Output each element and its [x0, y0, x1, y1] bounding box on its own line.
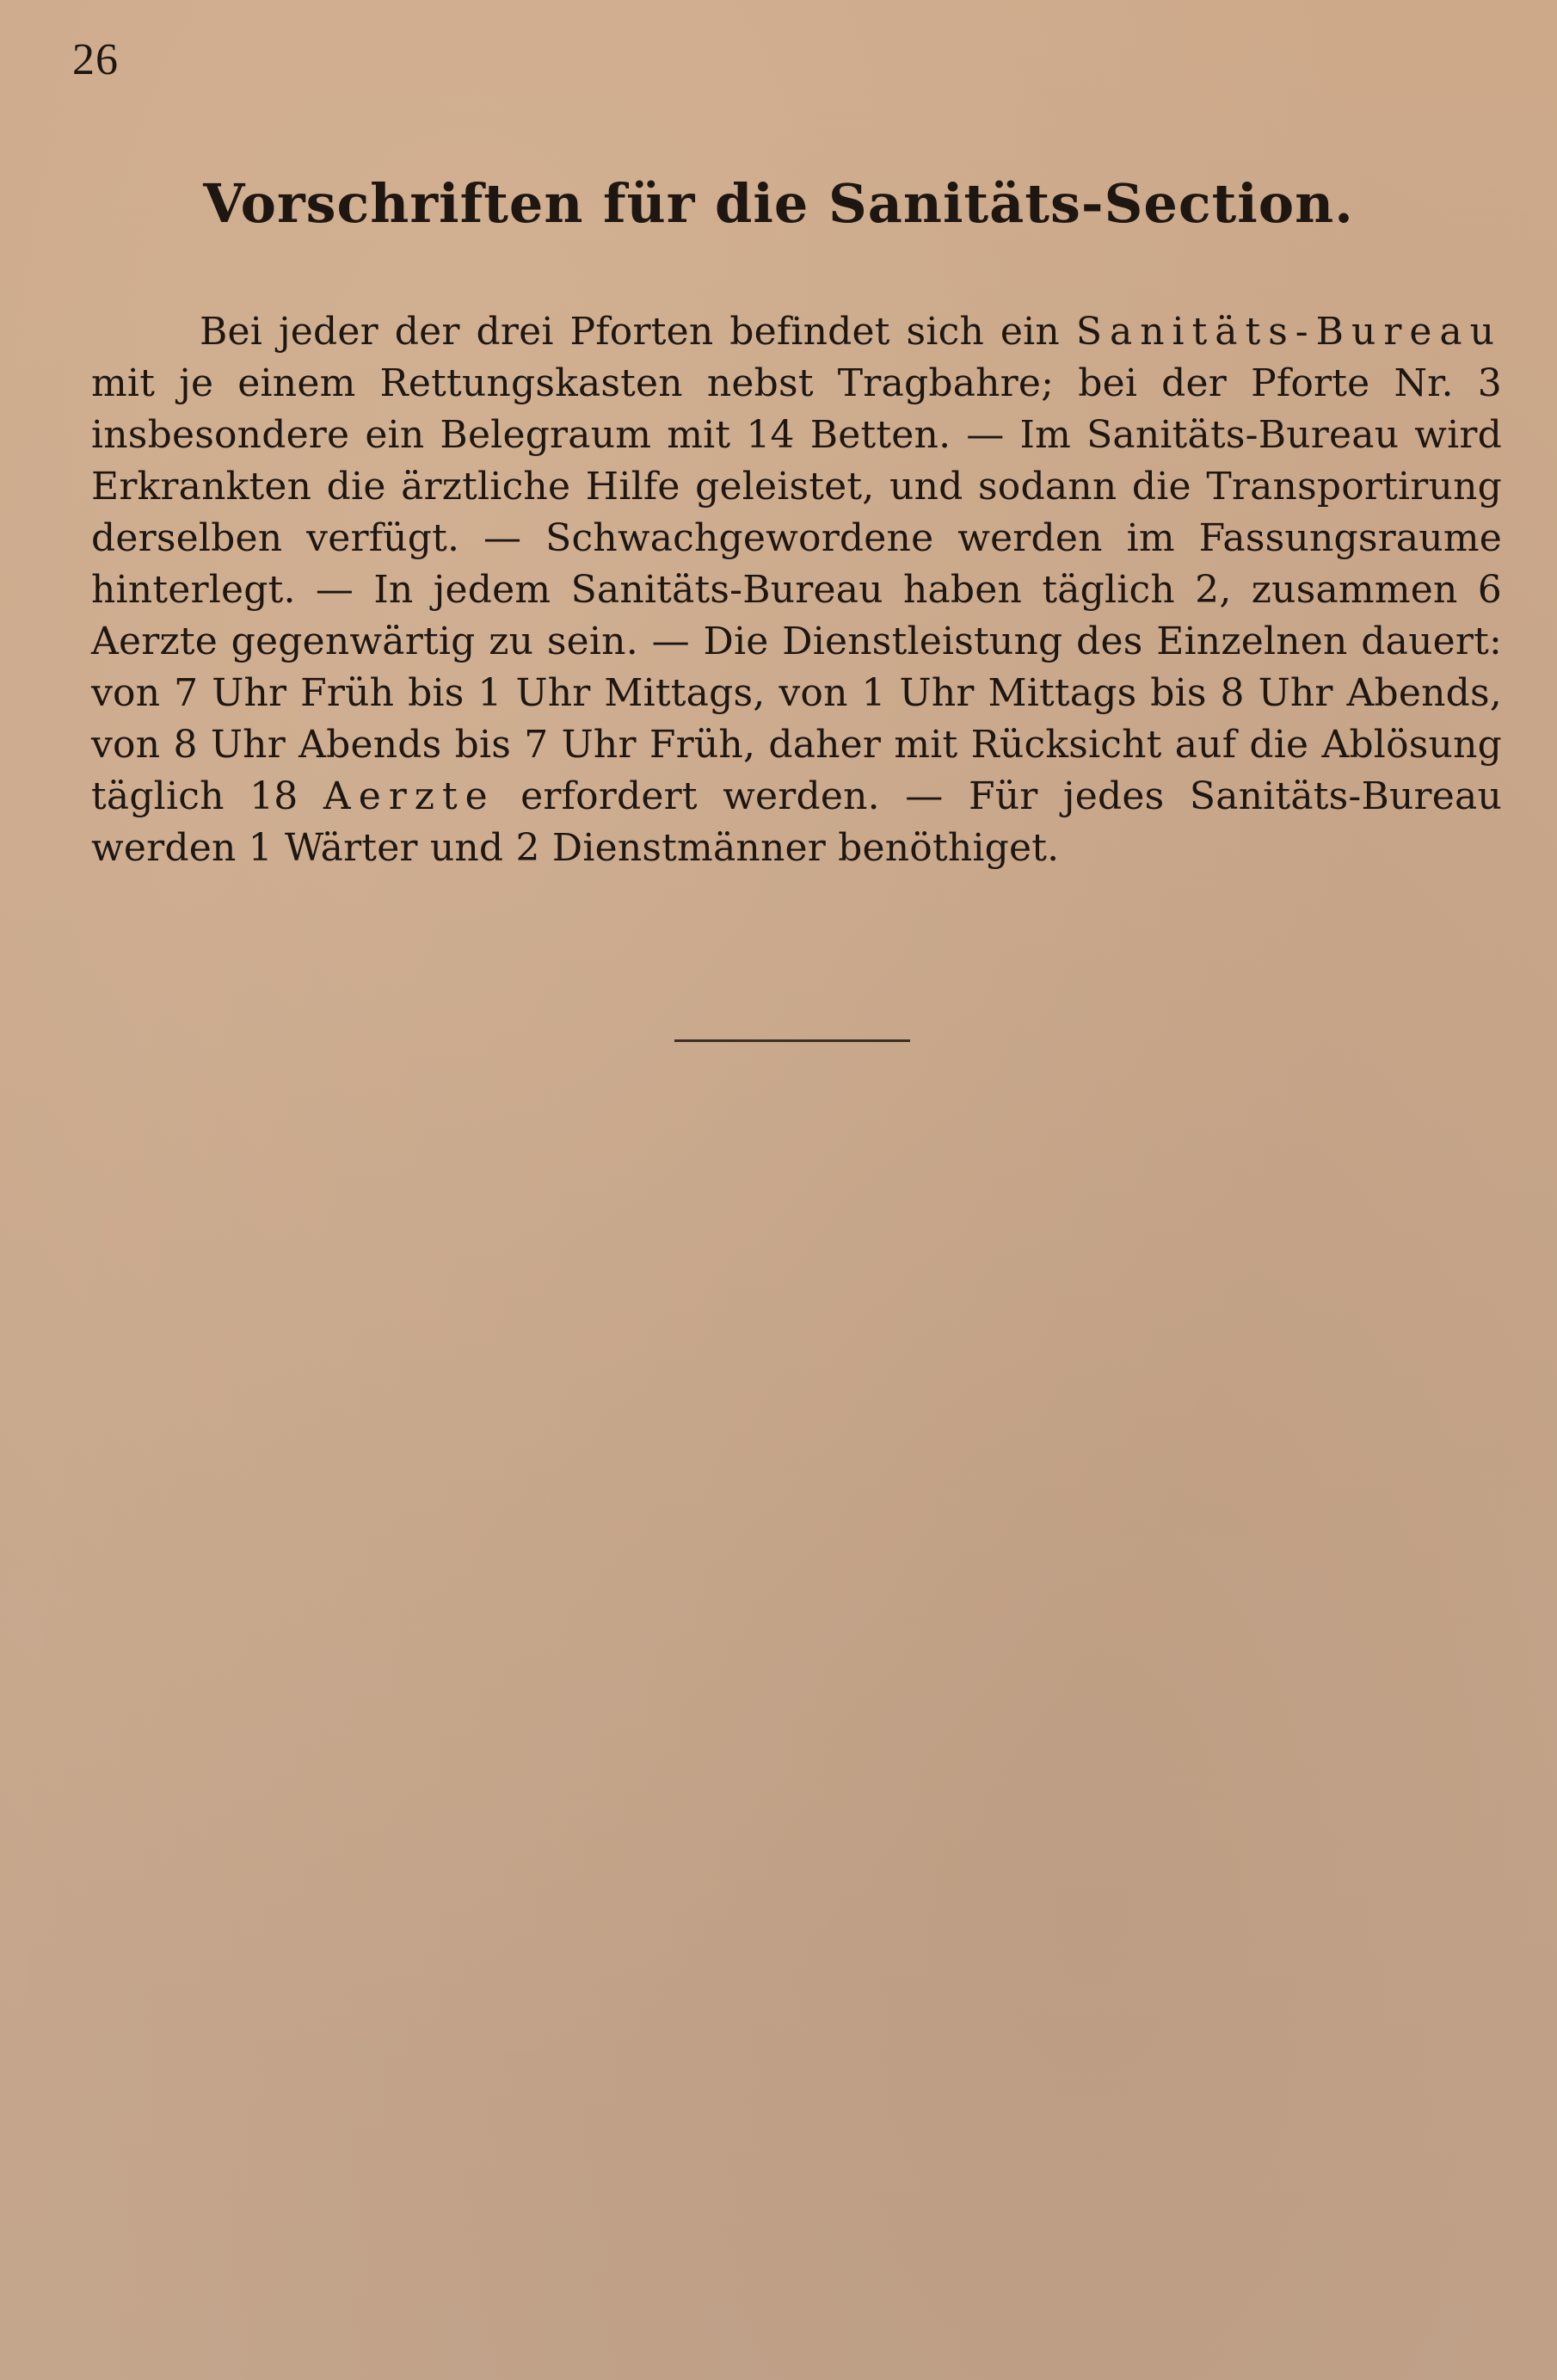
section-divider-rule [674, 1039, 910, 1042]
paragraph-spaced-term-2: Aerzte [323, 774, 495, 818]
paragraph-text-part-2: mit je einem Rettungskasten nebst Tragbahre; bei der Pforte Nr. 3 insbesondere ein Belegraum mit 14 Betten. — Im Sanitäts-Bureau wird Erkrankten die ärztliche Hilfe geleistet, und sodann die Transportirung derselben verfügt. — Schwachgewordene werden im Fassungsraume hinterlegt. — In jedem Sanitäts-Bureau haben täglich 2, zusammen 6 Aerzte gegenwärtig zu sein. — Die Dienstleistung des Einzelnen dauert: von 7 Uhr Früh bis 1 Uhr Mittags, von 1 Uhr Mittags bis 8 Uhr Abends, von 8 Uhr Abends bis 7 Uhr Früh, daher mit Rücksicht auf die Ablösung täglich 18 [91, 361, 1502, 818]
paragraph-text-part-3: erfordert werden. — Für jedes Sanitäts-Bureau werden 1 Wärter und 2 Dienstmänner benöthiget. [91, 774, 1502, 870]
body-paragraph [91, 306, 1502, 874]
paragraph-spaced-term-1: Sanitäts-Bureau [1075, 310, 1502, 354]
section-heading: Vorschriften für die Sanitäts-Section. [203, 172, 1354, 235]
paragraph-text-part-1: Bei jeder der drei Pforten befindet sich ein [200, 310, 1076, 354]
page-number: 26 [72, 35, 119, 84]
